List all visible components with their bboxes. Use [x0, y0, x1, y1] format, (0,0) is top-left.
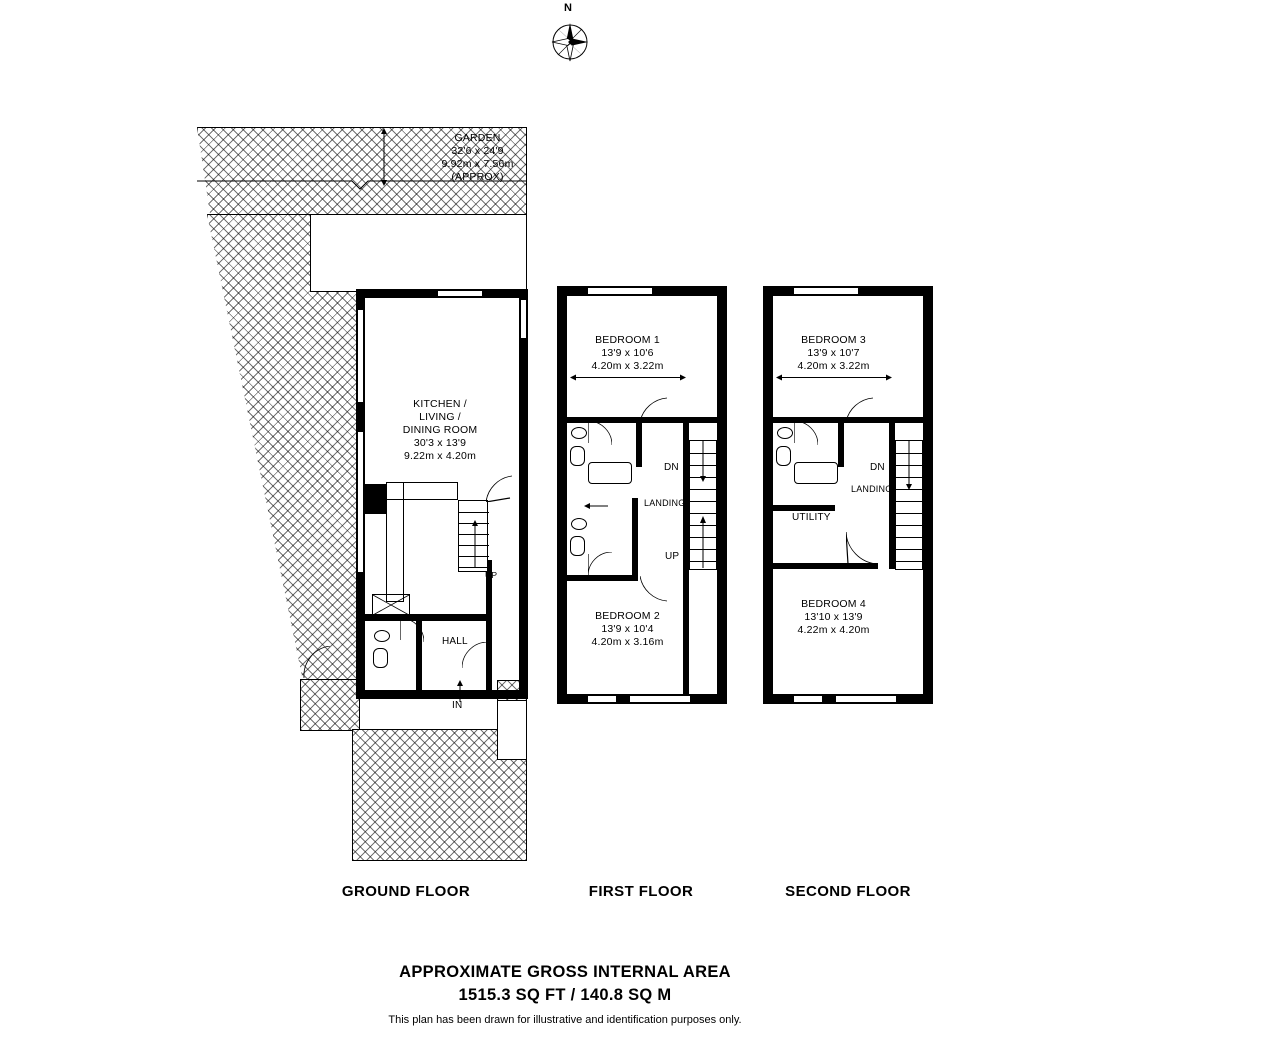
room-label-utility: UTILITY	[792, 512, 831, 523]
second-stairs-down-label: DN	[870, 462, 885, 473]
second-toilet-icon	[776, 446, 791, 466]
disclaimer-text: This plan has been drawn for illustrative and identification purposes only.	[388, 1014, 742, 1026]
second-partition-bed3	[773, 417, 895, 423]
gross-internal-area-value: 1515.3 SQ FT / 140.8 SQ M	[458, 986, 672, 1004]
floor-title-second: SECOND FLOOR	[785, 883, 911, 900]
second-stairs-down-arrow	[904, 440, 914, 490]
room-label-hall: HALL	[442, 636, 468, 647]
room-label-kitchen-living-dining: KITCHEN / LIVING / DINING ROOM 30'3 x 13'9 9.22m x 4.20m	[402, 398, 478, 462]
ground-entrance-label: IN	[452, 700, 463, 711]
ground-stairs-up-label: UP	[485, 570, 498, 580]
room-label-garden: GARDEN 32'6 x 24'9 9.92m x 7.56m (APPROX)	[441, 132, 514, 183]
second-wall-right	[923, 286, 933, 704]
floor-title-first: FIRST FLOOR	[588, 883, 694, 900]
second-partition-bath-v	[838, 423, 844, 467]
room-label-landing-second: LANDING	[851, 484, 893, 494]
second-partition-landing-top	[895, 417, 923, 423]
floor-title-ground: GROUND FLOOR	[341, 883, 471, 900]
first-stairs-down-label: DN	[664, 462, 679, 473]
room-label-bedroom-4: BEDROOM 4 13'10 x 13'9 4.22m x 4.20m	[797, 598, 870, 636]
second-door-arc-bed4	[846, 532, 878, 566]
room-label-bedroom-2: BEDROOM 2 13'9 x 10'4 4.20m x 3.16m	[591, 610, 664, 648]
second-window-bottom-2	[836, 695, 896, 703]
room-label-bedroom-3: BEDROOM 3 13'9 x 10'7 4.20m x 3.22m	[797, 334, 870, 372]
second-door-arc-bath	[794, 421, 818, 445]
gross-internal-area-title: APPROXIMATE GROSS INTERNAL AREA	[399, 963, 731, 981]
second-door-arc-bed3	[846, 392, 874, 422]
room-label-bedroom-1: BEDROOM 1 13'9 x 10'6 4.20m x 3.22m	[591, 334, 664, 372]
second-partition-utility-top	[773, 505, 835, 511]
room-label-landing-first: LANDING	[644, 498, 686, 508]
second-window-bottom-1	[794, 695, 822, 703]
second-window-top	[794, 287, 858, 295]
second-bath-icon	[794, 462, 838, 484]
first-stairs-up-label: UP	[665, 551, 680, 562]
compass-north-label: N	[564, 2, 572, 14]
second-basin-icon	[777, 427, 793, 439]
